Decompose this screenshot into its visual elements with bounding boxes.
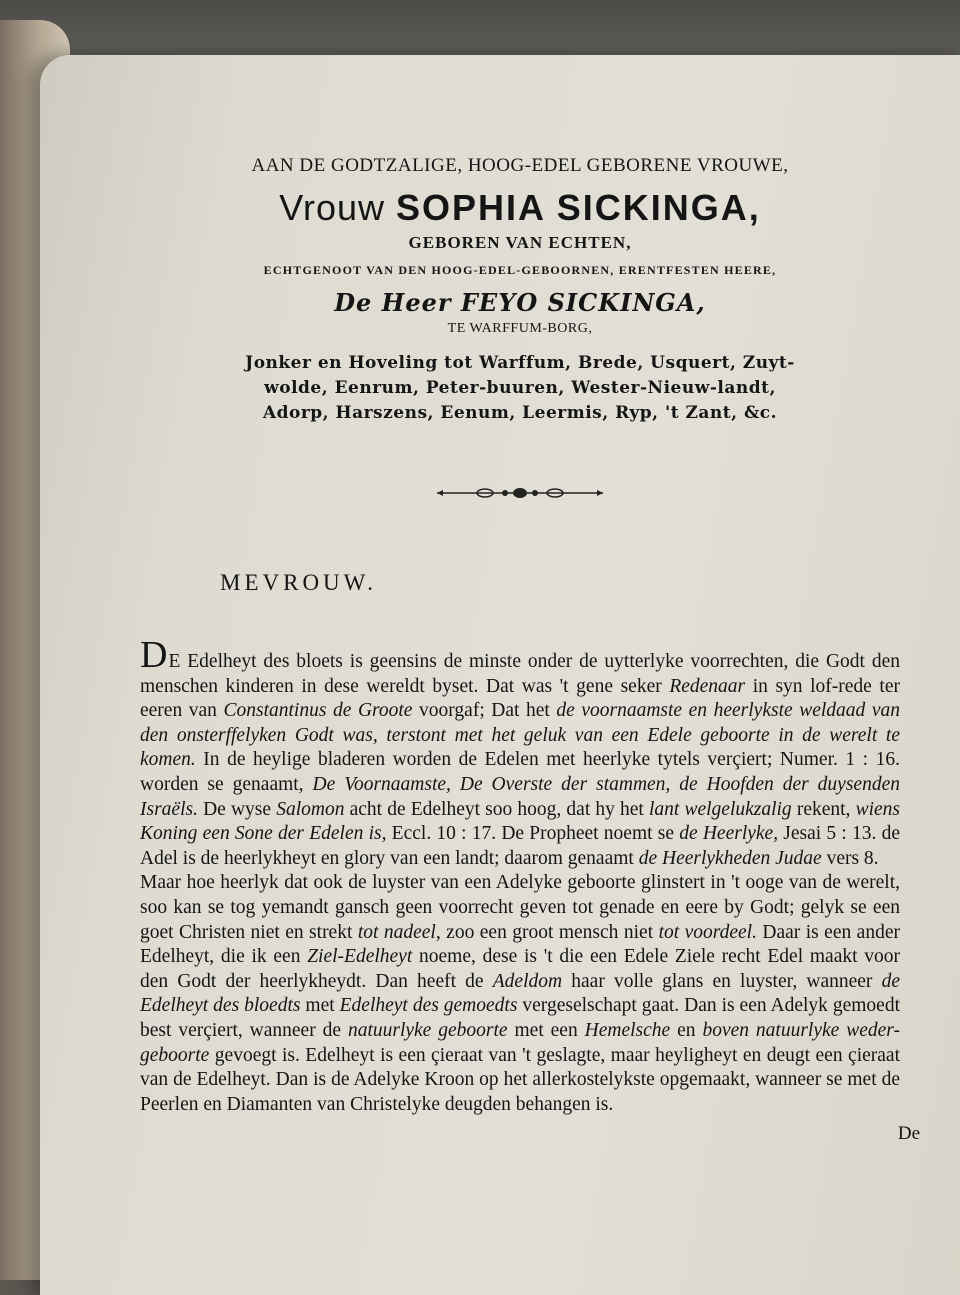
text-run: acht de Edelheyt soo hoog, dat hy het bbox=[344, 798, 649, 820]
italic-run: boven natuurlyke weder-geboorte bbox=[140, 1019, 900, 1066]
text-run: met bbox=[300, 995, 340, 1017]
text-run: Jesai 5 : 13. de Adel is de heerlykheyt en glory van een landt; daarom genaamt bbox=[140, 823, 900, 869]
text-run: Maar hoe heerlyk dat ook de luyster van een Adelyke geboorte glinstert in 't ooge van de werelt, soo kan se tog yemandt gansch geen voorrecht geven tot genade en eere by Godt; gelyk se een goet Christen niet en strekt bbox=[140, 872, 900, 943]
italic-run: Hemelsche bbox=[584, 1019, 671, 1041]
italic-run: Constantinus de Groote bbox=[223, 700, 413, 722]
text-run: Daar is een ander Edelheyt, die ik een bbox=[140, 921, 900, 968]
born-line: GEBOREN VAN ECHTEN, bbox=[408, 233, 632, 252]
text-run: en bbox=[670, 1019, 703, 1041]
italic-run: tot nadeel, bbox=[357, 921, 441, 943]
ornament-divider bbox=[435, 486, 605, 500]
text-run: Eccl. 10 : 17. De Propheet noemt se bbox=[386, 823, 680, 845]
italic-run: Adeldom bbox=[492, 970, 563, 992]
italic-run: tot voordeel. bbox=[658, 921, 757, 943]
italic-run: Ziel-Edelheyt bbox=[307, 946, 413, 968]
titles-line: wolde, Eenrum, Peter-buuren, Wester-Nieuw-landt, bbox=[264, 378, 776, 398]
text-run: zoo een groot mensch niet bbox=[440, 921, 659, 943]
italic-run: Salomon bbox=[276, 798, 345, 820]
text-run: met een bbox=[507, 1019, 585, 1041]
titles-block bbox=[150, 351, 890, 426]
text-run: noeme, dese is 't die een Edele Ziele recht Edel maakt voor den Godt der heerlykheydt. Dan heeft de bbox=[140, 946, 900, 992]
paragraph-2 bbox=[140, 871, 900, 1117]
name-sophia-sickinga: SOPHIA SICKINGA, bbox=[396, 187, 761, 228]
spouse-line: ECHTGENOOT VAN DEN HOOG-EDEL-GEBOORNEN, ERENTFESTEN HEERE, bbox=[263, 263, 777, 277]
italic-run: de voornaamste en heerlykste weldaad van den onsterffelyken Godt was, terstont met het geluk van een Edele geboorte in de werelt te komen. bbox=[140, 700, 900, 771]
text-run: gevoegt is. Edelheyt is een çieraat van 't geslagte, maar heyligheyt en deugt een çieraat van de Edelheyt. Dan is de Adelyke Kroon op het allerkostelykste opgemaakt, wanneer se met de Peerlen en Diamanten van Christelyke deugden behangen is. bbox=[140, 1044, 900, 1115]
italic-run: wiens Koning een Sone der Edelen is, bbox=[140, 798, 900, 845]
salutation: MEVROUW. bbox=[220, 570, 378, 595]
text-run: vergeselschapt gaat. Dan is een Adelyk gemoedt best verçiert, wanneer de bbox=[140, 995, 900, 1041]
borg-line: TE WARFFUM-BORG, bbox=[447, 321, 593, 336]
text-run: E Edelheyt des bloets is geensins de minste onder de uytterlyke voorrechten, die Godt den menschen kinderen in dese wereldt byset. Dat was 't gene seker bbox=[140, 651, 900, 697]
text-run: rekent, bbox=[791, 798, 856, 820]
italic-run: Redenaar bbox=[669, 675, 746, 697]
italic-run: De Voornaamste, De Overste der stammen, de Hoofden der duysenden Israëls. bbox=[140, 773, 900, 820]
heer-name: De Heer FEYO SICKINGA, bbox=[334, 288, 706, 317]
body-text bbox=[140, 634, 900, 1117]
title-vrouw: Vrouw bbox=[279, 187, 385, 228]
italic-run: lant welgelukzalig bbox=[648, 798, 792, 820]
text-run: in syn lof-rede ter eeren van bbox=[140, 675, 900, 722]
italic-run: natuurlyke geboorte bbox=[347, 1019, 508, 1041]
italic-run: Edelheyt des gemoedts bbox=[339, 995, 518, 1017]
italic-run: de Heerlykheden Judae bbox=[638, 847, 822, 869]
book-page bbox=[40, 55, 960, 1295]
dedication-line: AAN DE GODTZALIGE, HOOG-EDEL GEBORENE VROUWE, bbox=[251, 155, 789, 176]
italic-run: de Edelheyt des bloedts bbox=[140, 970, 900, 1017]
titles-line: Jonker en Hoveling tot Warffum, Brede, Usquert, Zuyt- bbox=[245, 353, 795, 373]
page-content bbox=[140, 155, 920, 1145]
text-run: vers 8. bbox=[821, 847, 879, 869]
lady-name bbox=[140, 187, 900, 229]
text-run: De wyse bbox=[197, 798, 277, 820]
drop-cap: D bbox=[140, 634, 169, 676]
italic-run: de Heerlyke, bbox=[679, 823, 779, 845]
text-run: haar volle glans en luyster, wanneer bbox=[562, 970, 882, 992]
titles-line: Adorp, Harszens, Eenum, Leermis, Ryp, 't Zant, &c. bbox=[262, 403, 778, 423]
paragraph-1 bbox=[140, 634, 900, 871]
text-run: voorgaf; Dat het bbox=[412, 700, 557, 722]
catchword: De bbox=[897, 1123, 920, 1145]
text-run: In de heylige bladeren worden de Edelen met heerlyke tytels verçiert; Numer. 1 : 16. worden se genaamt, bbox=[140, 749, 900, 795]
